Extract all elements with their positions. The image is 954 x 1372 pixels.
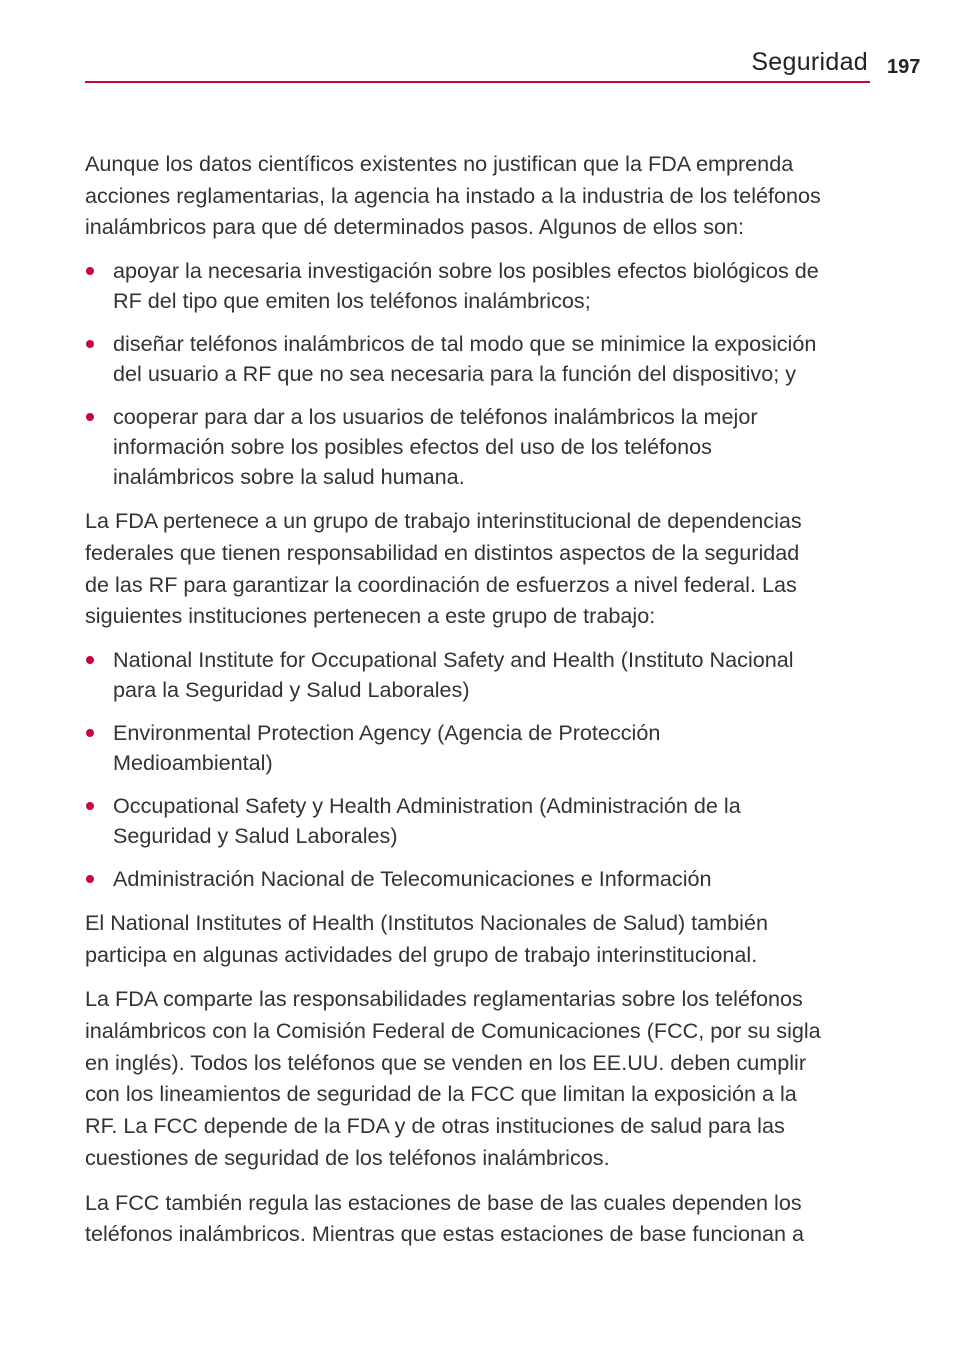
- paragraph: [85, 983, 885, 1173]
- text-line: acciones reglamentarias, la agencia ha instado a la industria de los teléfonos: [85, 182, 821, 208]
- text-line: La FDA pertenece a un grupo de trabajo interinstitucional de dependencias: [85, 508, 802, 534]
- bullet-icon: [86, 267, 94, 275]
- body-content: [85, 148, 885, 1263]
- text-line: Administración Nacional de Telecomunicaciones e Información: [113, 865, 712, 891]
- bullet-icon: [86, 413, 94, 421]
- section-title: Seguridad: [751, 48, 868, 76]
- text-line: RF. La FCC depende de la FDA y de otras instituciones de salud para las: [85, 1113, 785, 1139]
- bullet-icon: [86, 729, 94, 737]
- text-line: National Institute for Occupational Safety and Health (Instituto Nacional: [113, 646, 794, 672]
- text-line: participa en algunas actividades del grupo de trabajo interinstitucional.: [85, 941, 758, 967]
- page-number: 197: [887, 56, 921, 78]
- text-line: diseñar teléfonos inalámbricos de tal modo que se minimice la exposición: [113, 331, 817, 357]
- text-line: El National Institutes of Health (Institutos Nacionales de Salud) también: [85, 909, 768, 935]
- bullet-icon: [86, 802, 94, 810]
- bullet-item: [85, 718, 885, 778]
- text-line: información sobre los posibles efectos del uso de los teléfonos: [113, 434, 712, 460]
- bullet-item: [85, 864, 885, 894]
- bullet-icon: [86, 656, 94, 664]
- paragraph: [85, 505, 885, 632]
- text-line: teléfonos inalámbricos. Mientras que estas estaciones de base funcionan a: [85, 1221, 805, 1247]
- bullet-item: [85, 645, 885, 705]
- text-line: La FCC también regula las estaciones de base de las cuales dependen los: [85, 1189, 802, 1215]
- text-line: federales que tienen responsabilidad en distintos aspectos de la seguridad: [85, 539, 800, 565]
- text-line: inalámbricos para que dé determinados pasos. Algunos de ellos son:: [85, 214, 745, 240]
- page-header: [85, 48, 870, 83]
- text-line: apoyar la necesaria investigación sobre los posibles efectos biológicos de: [113, 258, 819, 284]
- text-line: con los lineamientos de seguridad de la FCC que limitan la exposición a la: [85, 1081, 797, 1107]
- paragraph: [85, 907, 885, 970]
- text-line: cuestiones de seguridad de los teléfonos inalámbricos.: [85, 1144, 610, 1170]
- text-line: cooperar para dar a los usuarios de teléfonos inalámbricos la mejor: [113, 404, 758, 430]
- text-line: inalámbricos sobre la salud humana.: [113, 464, 465, 490]
- text-line: del usuario a RF que no sea necesaria para la función del dispositivo; y: [113, 361, 797, 387]
- text-line: siguientes instituciones pertenecen a este grupo de trabajo:: [85, 603, 656, 629]
- text-line: en inglés). Todos los teléfonos que se venden en los EE.UU. deben cumplir: [85, 1049, 807, 1075]
- text-line: inalámbricos con la Comisión Federal de Comunicaciones (FCC, por su sigla: [85, 1018, 821, 1044]
- bullet-icon: [86, 340, 94, 348]
- text-line: RF del tipo que emiten los teléfonos inalámbricos;: [113, 288, 591, 314]
- paragraph: [85, 148, 885, 243]
- text-line: Environmental Protection Agency (Agencia de Protección: [113, 719, 661, 745]
- bullet-item: [85, 329, 885, 389]
- text-line: Seguridad y Salud Laborales): [113, 822, 398, 848]
- paragraph: [85, 1187, 885, 1250]
- text-line: para la Seguridad y Salud Laborales): [113, 676, 470, 702]
- text-line: La FDA comparte las responsabilidades reglamentarias sobre los teléfonos: [85, 986, 803, 1012]
- text-line: Medioambiental): [113, 749, 273, 775]
- text-line: Aunque los datos científicos existentes no justifican que la FDA emprenda: [85, 151, 794, 176]
- text-line: de las RF para garantizar la coordinación de esfuerzos a nivel federal. Las: [85, 571, 797, 597]
- bullet-item: [85, 256, 885, 316]
- bullet-item: [85, 402, 885, 492]
- bullet-icon: [86, 875, 94, 883]
- text-line: Occupational Safety y Health Administration (Administración de la: [113, 792, 741, 818]
- bullet-item: [85, 791, 885, 851]
